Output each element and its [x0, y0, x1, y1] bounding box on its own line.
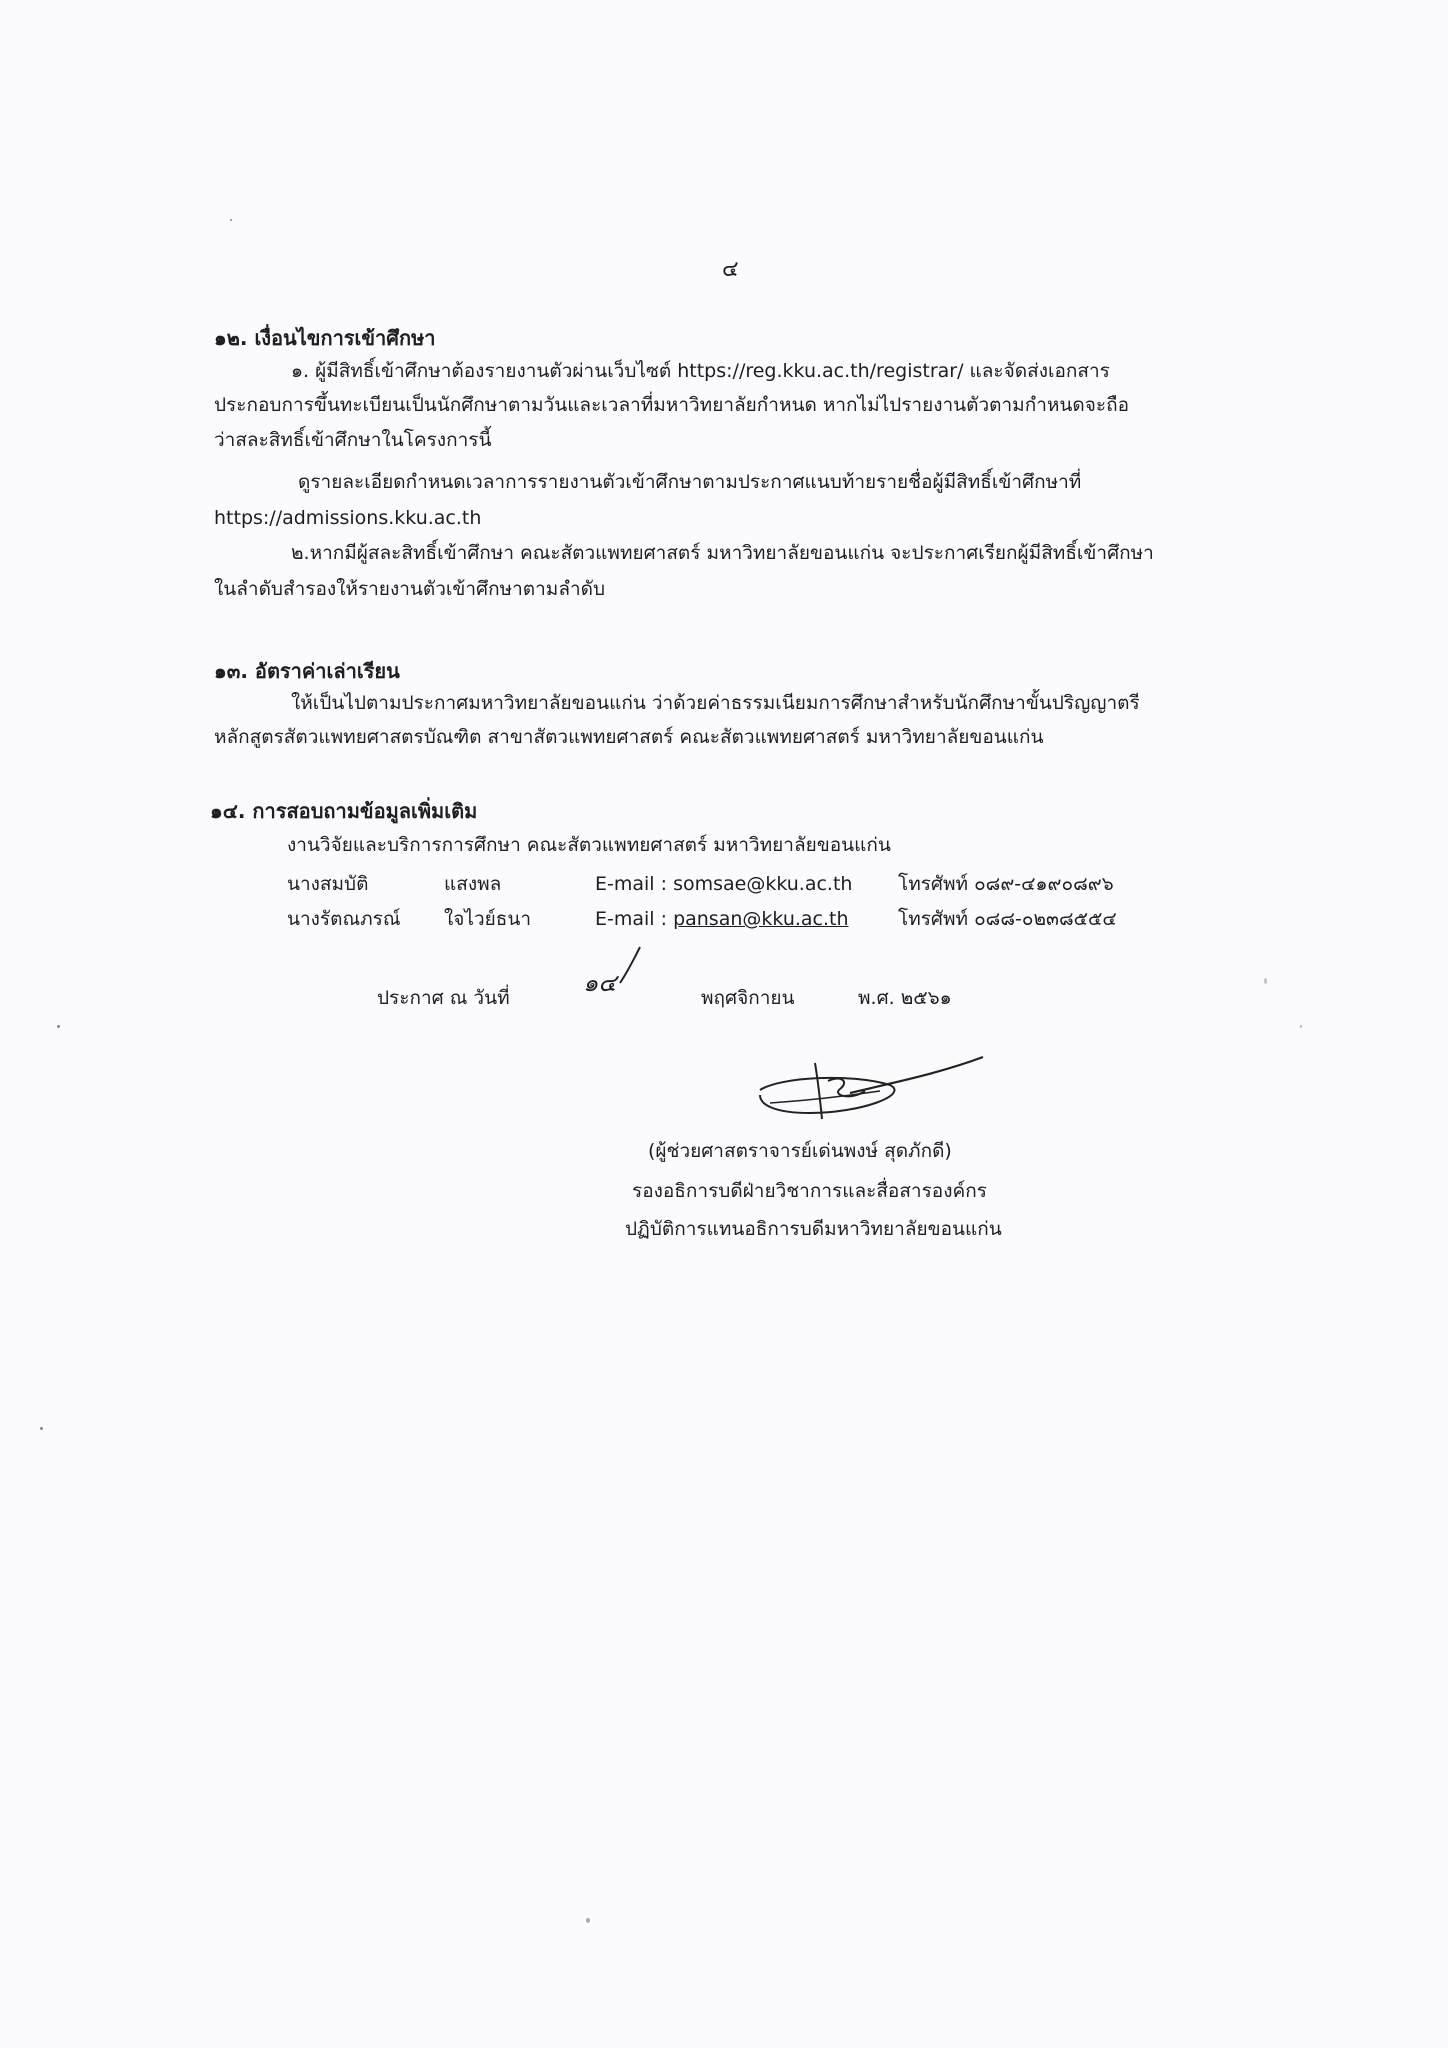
section-12-para1-line2: ประกอบการขึ้นทะเบียนเป็นนักศึกษาตามวันและเวลาที่มหาวิทยาลัยกำหนด หากไม่ไปรายงานตัวตามกำหนดจะถือ — [214, 394, 1129, 416]
section-12-para3-line2: ในลำดับสำรองให้รายงานตัวเข้าศึกษาตามลำดับ — [214, 578, 606, 600]
signatory-name: (ผู้ช่วยศาสตราจารย์เด่นพงษ์ สุดภักดี) — [648, 1140, 952, 1162]
contact-email-line — [595, 871, 852, 897]
section-12-para1-line1: ๑. ผู้มีสิทธิ์เข้าศึกษาต้องรายงานตัวผ่านเว็บไซต์ https://reg.kku.ac.th/registrar/ และจัดส่งเอกสาร — [291, 360, 1110, 382]
contact-first-name: นางรัตณภรณ์ — [287, 908, 401, 930]
contact-last-name: ใจไวย์ธนา — [444, 908, 532, 930]
section-12-heading: ๑๒. เงื่อนไขการเข้าศึกษา — [214, 326, 436, 350]
page-number: ๔ — [722, 257, 739, 282]
announce-year: พ.ศ. ๒๕๖๑ — [858, 987, 952, 1009]
contact-phone: โทรศัพท์ ๐๘๙-๔๑๙๐๘๙๖ — [898, 873, 1114, 895]
signatory-position: รองอธิการบดีฝ่ายวิชาการและสื่อสารองค์กร — [632, 1180, 987, 1202]
contact-email-line — [595, 906, 849, 932]
contact-email[interactable]: somsae@kku.ac.th — [673, 873, 853, 895]
signatory-acting-position: ปฏิบัติการแทนอธิการบดีมหาวิทยาลัยขอนแก่น — [625, 1218, 1002, 1240]
contact-unit: งานวิจัยและบริการการศึกษา คณะสัตวแพทยศาสตร์ มหาวิทยาลัยขอนแก่น — [287, 834, 891, 856]
section-13-line2: หลักสูตรสัตวแพทยศาสตรบัณฑิต สาขาสัตวแพทยศาสตร์ คณะสัตวแพทยศาสตร์ มหาวิทยาลัยขอนแก่น — [214, 726, 1044, 748]
contact-phone: โทรศัพท์ ๐๘๘-๐๒๓๘๕๕๔ — [898, 908, 1117, 930]
section-12-para3-line1: ๒.หากมีผู้สละสิทธิ์เข้าศึกษา คณะสัตวแพทยศาสตร์ มหาวิทยาลัยขอนแก่น จะประกาศเรียกผู้มีสิทธิ์เข้าศึกษา — [291, 542, 1154, 564]
announce-month: พฤศจิกายน — [701, 987, 795, 1009]
scan-speck — [230, 219, 232, 221]
contact-last-name: แสงพล — [444, 873, 502, 895]
announce-day-handwritten: ๑๔ — [583, 969, 617, 997]
scan-speck — [1300, 1025, 1302, 1028]
contact-first-name: นางสมบัติ — [287, 873, 369, 895]
scan-speck — [1264, 978, 1267, 984]
scan-speck — [40, 1427, 43, 1430]
section-12-para1-line3: ว่าสละสิทธิ์เข้าศึกษาในโครงการนี้ — [214, 429, 492, 451]
section-14-heading: ๑๔. การสอบถามข้อมูลเพิ่มเติม — [210, 799, 478, 823]
section-12-para2-line1: ดูรายละเอียดกำหนดเวลาการรายงานตัวเข้าศึกษาตามประกาศแนบท้ายรายชื่อผู้มีสิทธิ์เข้าศึกษาที่ — [298, 471, 1082, 493]
contact-email[interactable]: pansan@kku.ac.th — [673, 908, 849, 930]
section-13-line1: ให้เป็นไปตามประกาศมหาวิทยาลัยขอนแก่น ว่าด้วยค่าธรรมเนียมการศึกษาสำหรับนักศึกษาขั้นปริญญาตรี — [291, 692, 1140, 714]
admissions-url: https://admissions.kku.ac.th — [214, 507, 482, 529]
announce-prefix: ประกาศ ณ วันที่ — [377, 987, 510, 1009]
date-pen-stroke — [600, 945, 670, 1005]
scan-speck — [57, 1025, 60, 1028]
email-label: E-mail : — [595, 908, 674, 930]
email-label: E-mail : — [595, 873, 674, 895]
handwritten-signature — [740, 1045, 990, 1135]
scan-speck — [586, 1918, 590, 1923]
section-13-heading: ๑๓. อัตราค่าเล่าเรียน — [214, 659, 400, 683]
